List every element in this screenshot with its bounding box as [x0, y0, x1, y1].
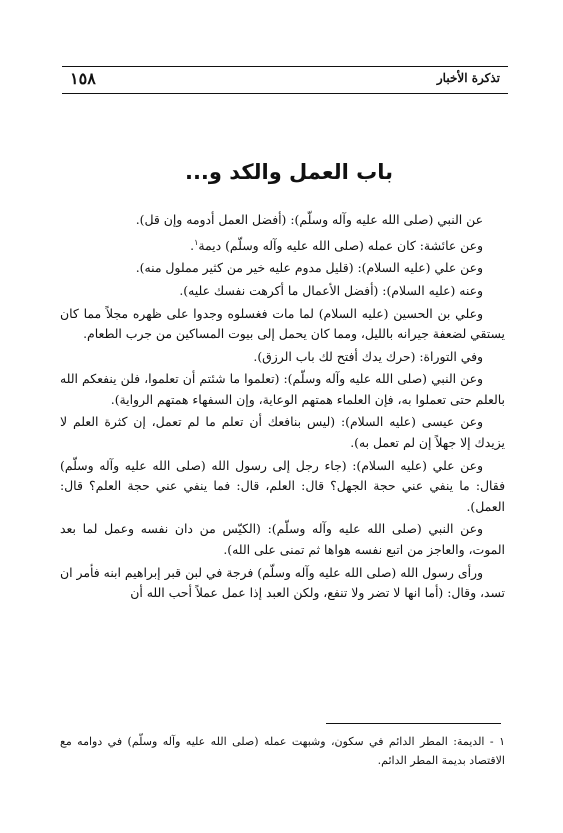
paragraph: وعن علي (عليه السلام): (قليل مدوم عليه خير من كثير مملول منه). [135, 260, 483, 276]
paragraph: وعن النبي (صلى الله عليه وآله وسلّم): (الكيّس من دان نفسه وعمل لما بعد الموت، والعاجز من اتبع نفسه هواها ثم تمنى على الله). [60, 521, 505, 558]
paragraph: وعن عائشة: كان عمله (صلى الله عليه وآله وسلّم) ديمة$^١$. [190, 237, 483, 253]
paragraph: وعلي بن الحسين (عليه السلام) لما مات فغسلوه وجدوا على ظهره مجلاً مما كان يستقي لضعفة جيرانه بالليل، ومما كان يحمل إلى بيوت المساكين من جرب الطعام. [60, 305, 505, 342]
chapter-title: باب العمل والكد و... [184, 160, 393, 184]
footnote: ١ - الديمة: المطر الدائم في سكون، وشبهت عمله (صلى الله عليه وآله وسلّم) في دوامه مع الاقتصاد بديمة المطر الدائم. [60, 735, 505, 767]
paragraph: وعنه (عليه السلام): (أفضل الأعمال ما أكرهت نفسك عليه). [179, 282, 483, 298]
book-title: تذكرة الأخبار [436, 71, 500, 85]
paragraph-text: وعن عائشة: كان عمله (صلى الله عليه وآله وسلّم) ديمة [198, 237, 483, 253]
page-number: ١٥٨ [70, 69, 96, 88]
paragraph: وعن عيسى (عليه السلام): (ليس بنافعك أن تعلم ما لم تعمل، إن كثرة العلم لا يزيدك إلا جهلاً إن لم تعمل به). [60, 414, 505, 451]
paragraph: وعن النبي (صلى الله عليه وآله وسلّم): (تعلموا ما شئتم أن تعلموا، فلن ينفعكم الله بالعلم حتى تعملوا به، فإن العلماء همتهم الوعاية، وإن السفهاء همتهم الرواية). [60, 371, 505, 407]
paragraph: وفي التوراة: (حرك يدك أفتح لك باب الرزق). [253, 348, 483, 364]
footnote-marker: ١ [194, 237, 199, 247]
paragraph: عن النبي (صلى الله عليه وآله وسلّم): (أفضل العمل أدومه وإن قل). [135, 212, 483, 227]
body-text [60, 210, 505, 606]
paragraph: ورأى رسول الله (صلى الله عليه وآله وسلّم) فرجة في لبن قبر إبراهيم ابنه فأمر ان تسد، وقال: (أما انها لا تضر ولا تنفع، ولكن العبد إذا عمل عملاً أحب الله أن [60, 564, 505, 601]
running-header [62, 66, 508, 94]
paragraph: وعن علي (عليه السلام): (جاء رجل إلى رسول الله (صلى الله عليه وآله وسلّم) فقال: ما ينفي عني حجة الجهل؟ قال: العلم، قال: فما ينفي عني حجة العلم؟ قال: العمل). [60, 457, 505, 514]
footnote-divider [326, 723, 501, 724]
